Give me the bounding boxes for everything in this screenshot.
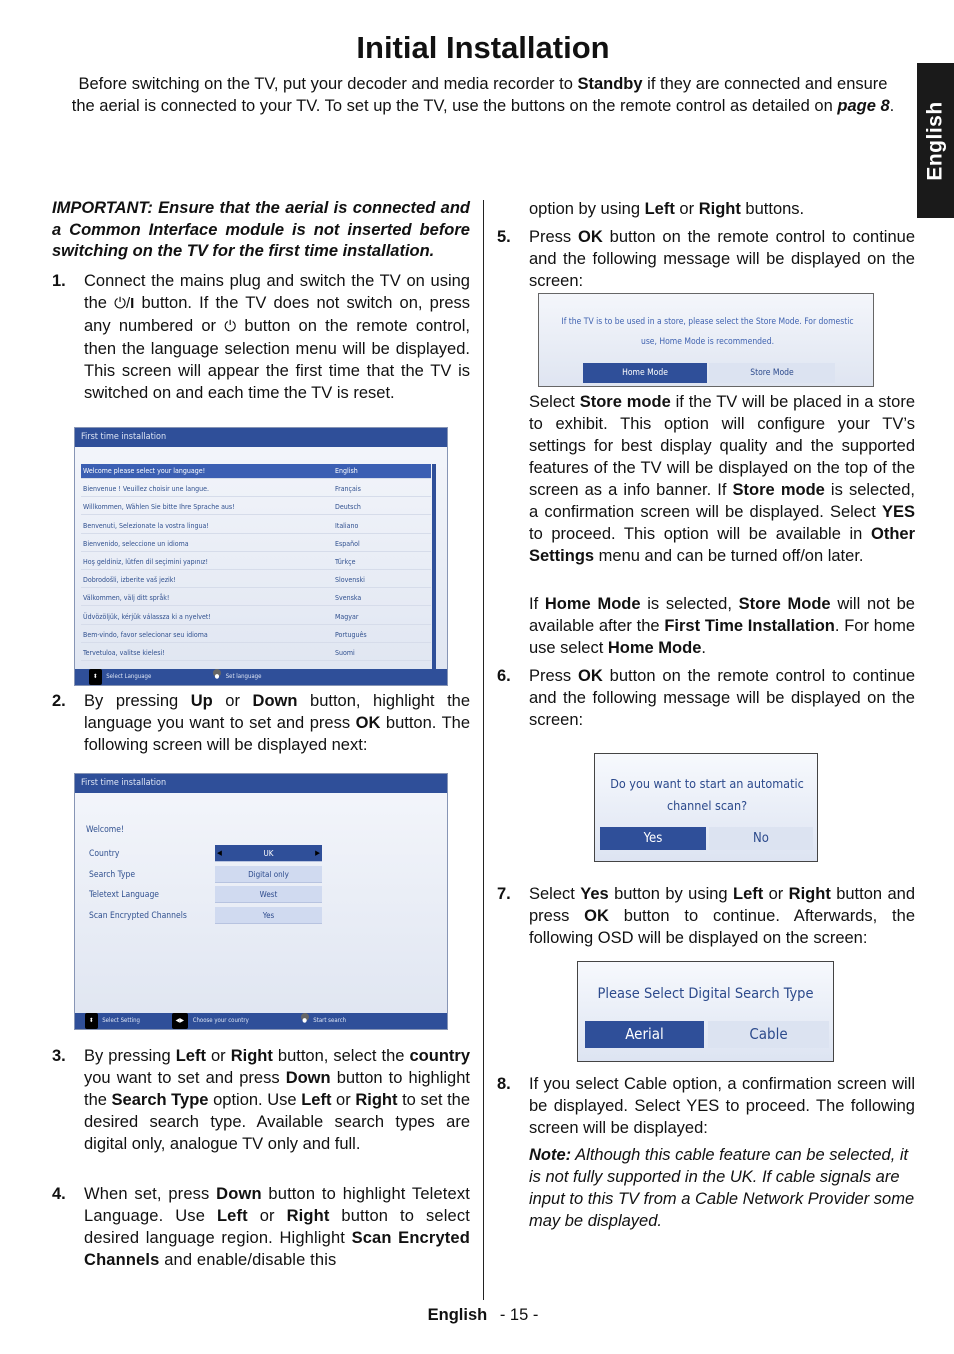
language-prompt: Willkommen, Wählen Sie bitte Ihre Sprache aus!	[83, 503, 235, 512]
power-standby-icon: ⏻/I	[114, 295, 135, 312]
language-prompt: Bienvenue ! Veuillez choisir une langue.	[83, 485, 209, 494]
step-number: 2.	[52, 692, 66, 710]
screen-footer: ⬍ Select Language ● Set language	[75, 669, 447, 685]
setting-value[interactable]	[215, 866, 322, 883]
auto-scan-message: Do you want to start an automatic channel scan?	[610, 776, 804, 813]
step-number: 1.	[52, 272, 66, 290]
ok-key-icon: ●	[301, 1013, 309, 1021]
step-1-text: Connect the mains plug and switch the TV on using the ⏻/I button. If the TV does not switch on, press any numbered or ⏻ button on the remote control, then the language selection menu will be displayed. This screen will appear the first time that the TV is switched on and each time the TV is reset.	[84, 272, 470, 402]
step-4-text: When set, press Down button to highlight Teletext Language. Use Left or Right button to select desired language region. Highlight Scan Encryted Channels and enable/disable this	[84, 1185, 470, 1269]
cable-note: Note: Although this cable feature can be selected, it is not fully supported in the UK. If cable signals are input to this TV from a Cable Network Provider some may be displayed.	[529, 1146, 915, 1230]
language-prompt: Dobrodošli, izberite vaš jezik!	[83, 576, 176, 585]
language-name: Français	[335, 485, 361, 494]
step-5-text: Press OK button on the remote control to continue and the following message will be displayed on the screen:	[529, 228, 915, 290]
language-row[interactable]	[81, 646, 431, 661]
step-number: 8.	[497, 1075, 511, 1093]
language-row[interactable]	[81, 537, 431, 552]
setting-label: Country	[89, 849, 120, 859]
language-prompt: Tervetuloa, valitse kielesi!	[83, 649, 165, 657]
language-prompt: Bem-vindo, favor selecionar seu idioma	[83, 630, 208, 639]
cable-button[interactable]: Cable	[708, 1021, 829, 1048]
language-row[interactable]	[81, 500, 431, 515]
step-5-store-mode-text: Select Store mode if the TV will be placed in a store to exhibit. This option will configure your TV’s settings for best display quality and the supported features of the TV will be displayed on the top of the screen as a info banner. If Store mode is selected, a confirmation screen will be displayed. Select YES to proceed. This option will be available in Other Settings menu and can be turned off/on later.	[529, 393, 915, 565]
setting-value[interactable]	[215, 886, 322, 903]
store-mode-screen	[538, 293, 874, 387]
column-divider	[483, 200, 484, 1300]
language-row[interactable]	[81, 555, 431, 570]
yes-button[interactable]: Yes	[600, 827, 706, 850]
setting-label: Teletext Language	[89, 890, 160, 900]
step-number: 3.	[52, 1047, 66, 1065]
language-prompt: Bienvenido, seleccione un idioma	[83, 539, 189, 548]
language-prompt: Welcome please select your language!	[83, 467, 206, 475]
step-number: 6.	[497, 667, 511, 685]
step-8-text: If you select Cable option, a confirmation screen will be displayed. Select YES to proceed. The following screen will be displayed:	[529, 1075, 915, 1137]
setting-value-text: Yes	[262, 910, 275, 920]
search-type-message: Please Select Digital Search Type	[597, 986, 814, 1002]
language-prompt: Hoş geldiniz, lütfen dil seçimini yapınız!	[83, 558, 208, 566]
ok-key-icon: ●	[213, 669, 221, 677]
step-number: 4.	[52, 1185, 66, 1203]
language-name: Suomi	[335, 649, 355, 657]
language-tab: English	[917, 63, 954, 218]
step-number: 5.	[497, 228, 511, 246]
left-arrow-icon[interactable]: ◀	[217, 849, 222, 857]
scrollbar[interactable]	[432, 464, 436, 682]
setting-label: Search Type	[89, 869, 136, 880]
language-name: English	[335, 467, 358, 475]
setting-value-text: West	[259, 890, 278, 899]
language-selection-screen	[74, 427, 448, 686]
language-row[interactable]	[81, 482, 431, 497]
language-name: Deutsch	[335, 503, 361, 512]
left-right-key-icon: ◀▶	[172, 1013, 188, 1029]
page-footer: English - 15 -	[427, 1306, 539, 1324]
up-down-key-icon: ⬍	[89, 669, 102, 685]
first-time-settings-screen	[74, 773, 448, 1030]
power-icon: ⏻	[224, 318, 237, 335]
setting-value-text: Digital only	[248, 869, 289, 879]
right-arrow-icon[interactable]: ▶	[315, 849, 320, 857]
store-mode-message: If the TV is to be used in a store, please select the Store Mode. For domestic use, Home Mode is recommended.	[561, 317, 854, 347]
language-name: Italiano	[335, 521, 359, 530]
search-type-dialog	[577, 961, 834, 1062]
step-4-continued: option by using Left or Right buttons.	[529, 200, 805, 218]
language-row[interactable]	[81, 610, 431, 625]
important-note: IMPORTANT: Ensure that the aerial is connected and a Common Interface module is not inserted before switching on the TV for the first time installation.	[52, 199, 470, 260]
language-prompt: Välkommen, välj ditt språk!	[83, 594, 170, 603]
aerial-button[interactable]: Aerial	[585, 1021, 704, 1048]
screen-header: First time installation	[75, 774, 447, 793]
language-name: Magyar	[335, 612, 359, 621]
setting-value[interactable]	[215, 907, 322, 924]
page-title: Initial Installation	[356, 30, 610, 65]
language-row[interactable]	[81, 628, 431, 643]
language-row[interactable]	[81, 464, 431, 479]
setting-value[interactable]	[215, 845, 322, 862]
screen-header: First time installation	[75, 428, 447, 447]
auto-scan-dialog	[594, 753, 818, 862]
language-name: Português	[335, 630, 367, 639]
screen-footer: ⬍ Select Setting ◀▶ Choose your country ● Start search	[75, 1013, 447, 1029]
language-name: Türkçe	[335, 558, 356, 566]
home-mode-button[interactable]: Home Mode	[583, 363, 707, 383]
language-row[interactable]	[81, 573, 431, 588]
language-name: Slovenski	[335, 576, 365, 585]
intro-text: Before switching on the TV, put your decoder and media recorder to Standby if they are connected and ensure the aerial is connected to your TV. To set up the TV, use the buttons on the remote control as detailed on page 8.	[71, 75, 895, 115]
language-row[interactable]	[81, 591, 431, 606]
step-2-text: By pressing Up or Down button, highlight the language you want to set and press OK button. The following screen will be displayed next:	[84, 692, 471, 754]
no-button[interactable]: No	[709, 827, 813, 850]
welcome-label: Welcome!	[86, 825, 124, 835]
step-number: 7.	[497, 885, 511, 903]
up-down-key-icon: ⬍	[85, 1013, 98, 1029]
language-name: Español	[335, 539, 360, 548]
language-prompt: Benvenuti, Selezionate la vostra lingua!	[83, 521, 209, 530]
step-7-text: Select Yes button by using Left or Right button and press OK button to continue. Afterwards, the following OSD will be displayed on the screen:	[529, 885, 915, 947]
setting-value-text: UK	[263, 849, 274, 858]
step-3-text: By pressing Left or Right button, select the country you want to set and press Down button to highlight the Search Type option. Use Left or Right to set the desired search type. Available search types are digital only, analogue TV only and full.	[84, 1047, 471, 1153]
step-5-home-mode-text: If Home Mode is selected, Store Mode will not be available after the First Time Installation. For home use select Home Mode.	[529, 595, 915, 657]
setting-label: Scan Encrypted Channels	[89, 910, 187, 921]
store-mode-button[interactable]: Store Mode	[709, 363, 835, 383]
language-name: Svenska	[335, 594, 362, 603]
language-row[interactable]	[81, 519, 431, 534]
step-6-text: Press OK button on the remote control to continue and the following message will be displayed on the screen:	[529, 667, 915, 729]
language-prompt: Üdvözöljük, kérjük válassza ki a nyelvet!	[83, 612, 211, 621]
